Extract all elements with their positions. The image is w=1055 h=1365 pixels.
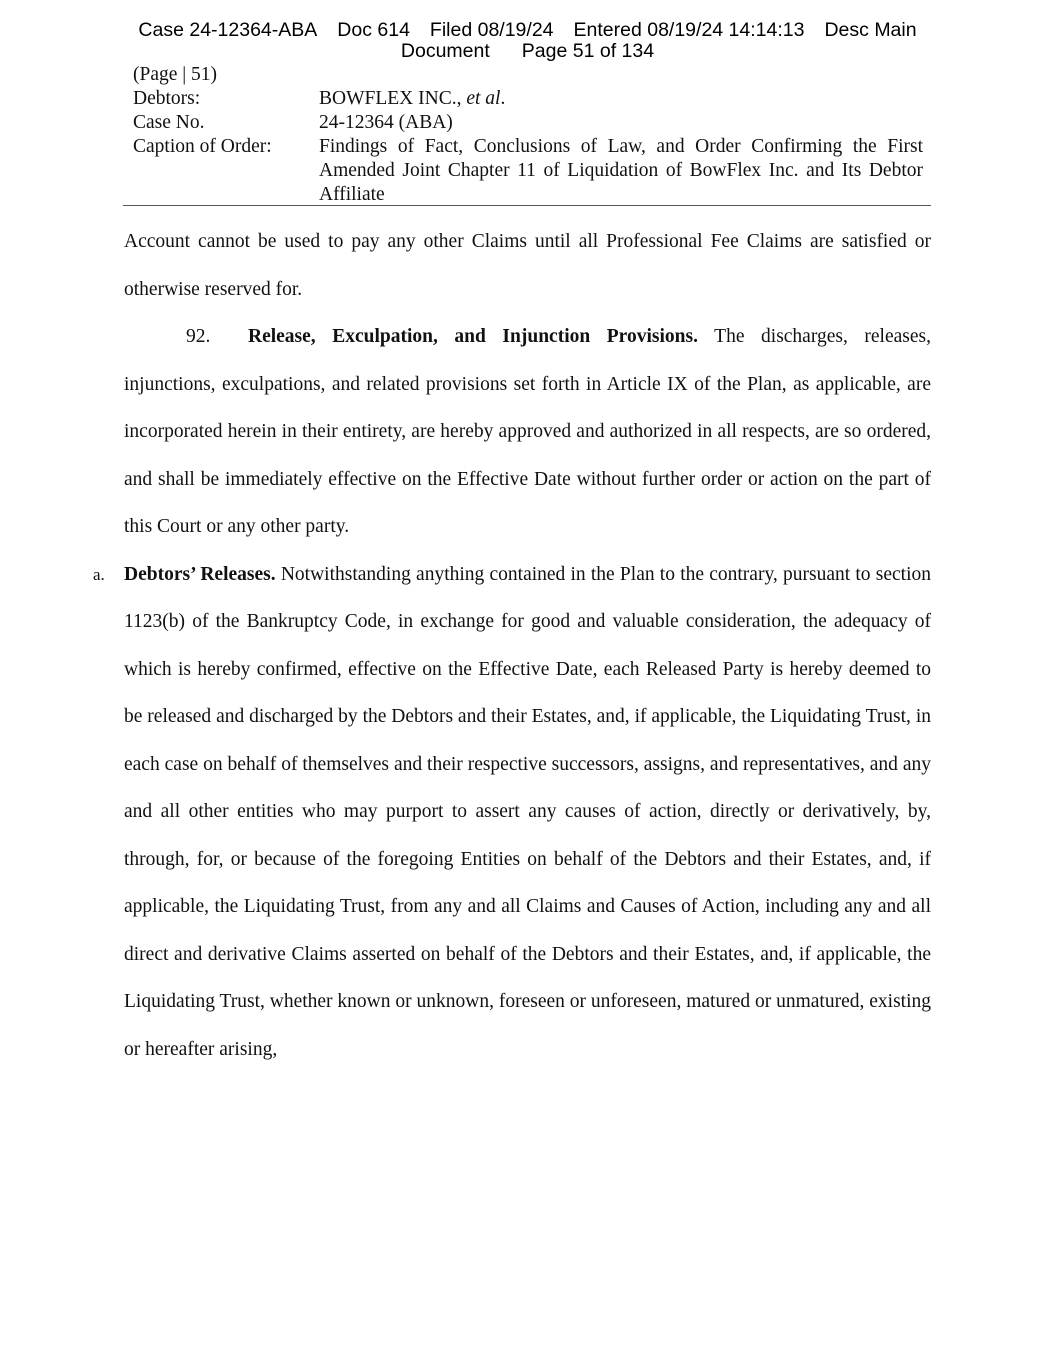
stamp-case: Case 24-12364-ABA xyxy=(138,19,318,41)
paragraph-heading: Release, Exculpation, and Injunction Provisions. xyxy=(248,326,698,347)
continuation-paragraph: Account cannot be used to pay any other Claims until all Professional Fee Claims are satisfied or otherwise reserved for. xyxy=(124,231,931,300)
stamp-doc: Doc 614 xyxy=(337,19,410,41)
caption-divider xyxy=(123,205,931,206)
paragraph-text: The discharges, releases, injunctions, exculpations, and related provisions set forth in Article IX of the Plan, as applicable, are incorporated herein in their entirety, are hereby approved and authorized in all respects, are so ordered, and shall be immediately effective on the Effective Date without further order or action on the part of this Court or any other party. xyxy=(124,326,931,537)
stamp-page: Page 51 of 134 xyxy=(521,40,655,62)
subparagraph-heading: Debtors’ Releases. xyxy=(124,563,276,585)
stamp-document: Document xyxy=(400,40,490,62)
case-value: 24-12364 (ABA) xyxy=(319,112,453,133)
subparagraph-text: Notwithstanding anything contained in the Plan to the contrary, pursuant to section 1123(b) of the Bankruptcy Code, in exchange for good and valuable consideration, the adequacy of which is hereby confirmed, effective on the Effective Date, each Released Party is hereby deemed to be released and discharged by the Debtors and their Estates, and, if applicable, the Liquidating Trust, in each case on behalf of themselves and their respective successors, assigns, and representatives, and any and all other entities who may purport to assert any causes of action, directly or derivatively, by, through, for, or because of the foregoing Entities on behalf of the Debtors and their Estates, and, if applicable, the Liquidating Trust, from any and all Claims and Causes of Action, including any and all direct and derivative Claims asserted on behalf of the Debtors and their Estates, and, if applicable, the Liquidating Trust, whether known or unknown, foreseen or unforeseen, matured or unmatured, existing or hereafter arising, xyxy=(124,563,931,1060)
debtors-value: BOWFLEX INC., et al. xyxy=(319,88,506,109)
order-label: Caption of Order: xyxy=(133,136,272,157)
subparagraph-a xyxy=(93,551,931,1074)
page-label: (Page | 51) xyxy=(133,64,218,85)
stamp-desc: Desc Main xyxy=(824,19,917,41)
court-filing-stamp xyxy=(0,20,1055,62)
stamp-entered: Entered 08/19/24 14:14:13 xyxy=(573,19,805,41)
stamp-filed: Filed 08/19/24 xyxy=(429,19,554,41)
order-value: Findings of Fact, Conclusions of Law, and Order Confirming the First Amended Joint Chapter 11 of Liquidation of BowFlex Inc. and Its Debtor Affiliate xyxy=(319,136,923,205)
debtors-label: Debtors: xyxy=(133,88,201,109)
order-caption xyxy=(133,63,923,207)
paragraph-number: 92. xyxy=(186,326,211,347)
et-al: et al xyxy=(466,88,501,109)
paragraph-92 xyxy=(124,313,931,551)
document-body xyxy=(93,218,931,1073)
subparagraph-letter: a. xyxy=(93,564,105,584)
case-label: Case No. xyxy=(133,112,205,133)
